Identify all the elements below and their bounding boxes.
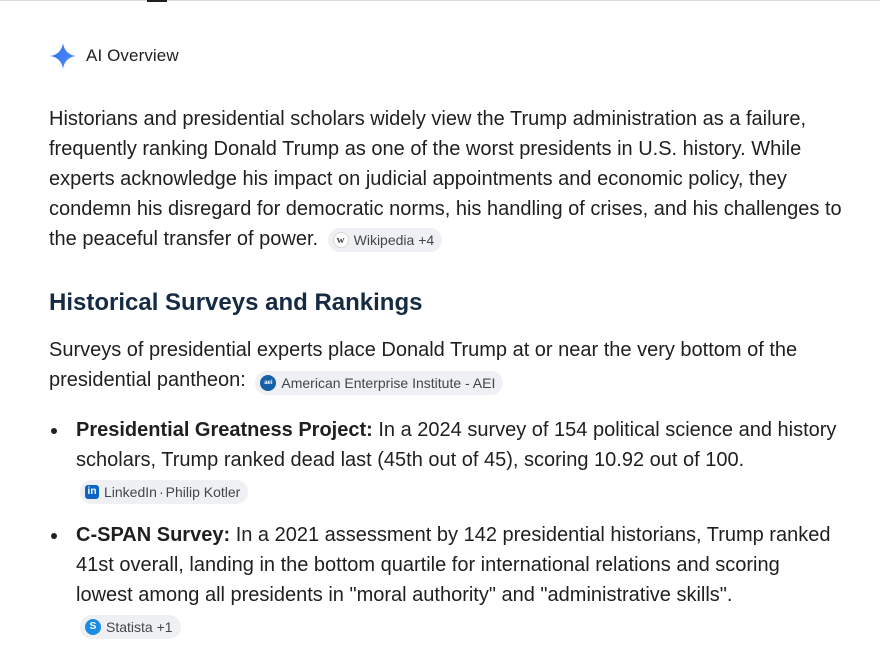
source-chip-author: Philip Kotler [165, 484, 241, 500]
source-chip-separator: · [158, 484, 164, 500]
source-chip-linkedin[interactable] [80, 480, 248, 504]
ai-overview-header [49, 41, 179, 71]
bullet-title: C-SPAN Survey: [76, 524, 231, 546]
bullet-text: In a 2024 survey of 154 political science and history scholars, Trump ranked dead last (45th out of 45), scoring 10.92 out of 100. [76, 419, 837, 471]
source-chip-aei[interactable] [255, 371, 503, 395]
section-lead-paragraph [49, 335, 839, 395]
source-chip-site: LinkedIn [104, 484, 157, 500]
bullet-dot [51, 428, 57, 434]
statista-icon: S [85, 619, 101, 635]
top-divider [0, 0, 880, 1]
aei-icon: aei [260, 375, 276, 391]
gemini-spark-icon [49, 42, 77, 70]
list-item [49, 415, 839, 505]
bullet-text: In a 2021 assessment by 142 presidential historians, Trump ranked 41st overall, landing in the bottom quartile for international relations and scoring lowest among all presidents in "moral authority" and "administrative skills". [76, 524, 831, 606]
intro-paragraph [49, 104, 844, 254]
source-chip-statista[interactable] [80, 615, 181, 639]
source-chip-label: Wikipedia +4 [353, 232, 435, 248]
source-chip-wikipedia[interactable] [328, 228, 443, 252]
wikipedia-icon: w [333, 232, 349, 248]
section-lead-text: Surveys of presidential experts place Donald Trump at or near the very bottom of the presidential pantheon: [49, 339, 798, 391]
source-chip-label: Statista +1 [106, 619, 173, 635]
linkedin-icon: in [85, 485, 99, 499]
intro-text: Historians and presidential scholars widely view the Trump administration as a failure, frequently ranking Donald Trump as one of the worst presidents in U.S. history. While experts acknowledge his impact on judicial appointments and economic policy, they condemn his disregard for democratic norms, his handling of crises, and his challenges to the peaceful transfer of power. [49, 108, 842, 250]
ai-overview-title: AI Overview [86, 46, 179, 65]
source-chip-label: American Enterprise Institute - AEI [281, 375, 496, 391]
bullet-dot [51, 533, 57, 539]
list-item [49, 520, 839, 640]
section-heading: Historical Surveys and Rankings [49, 289, 423, 316]
tab-indicator [147, 0, 167, 2]
bullet-title: Presidential Greatness Project: [76, 419, 373, 441]
